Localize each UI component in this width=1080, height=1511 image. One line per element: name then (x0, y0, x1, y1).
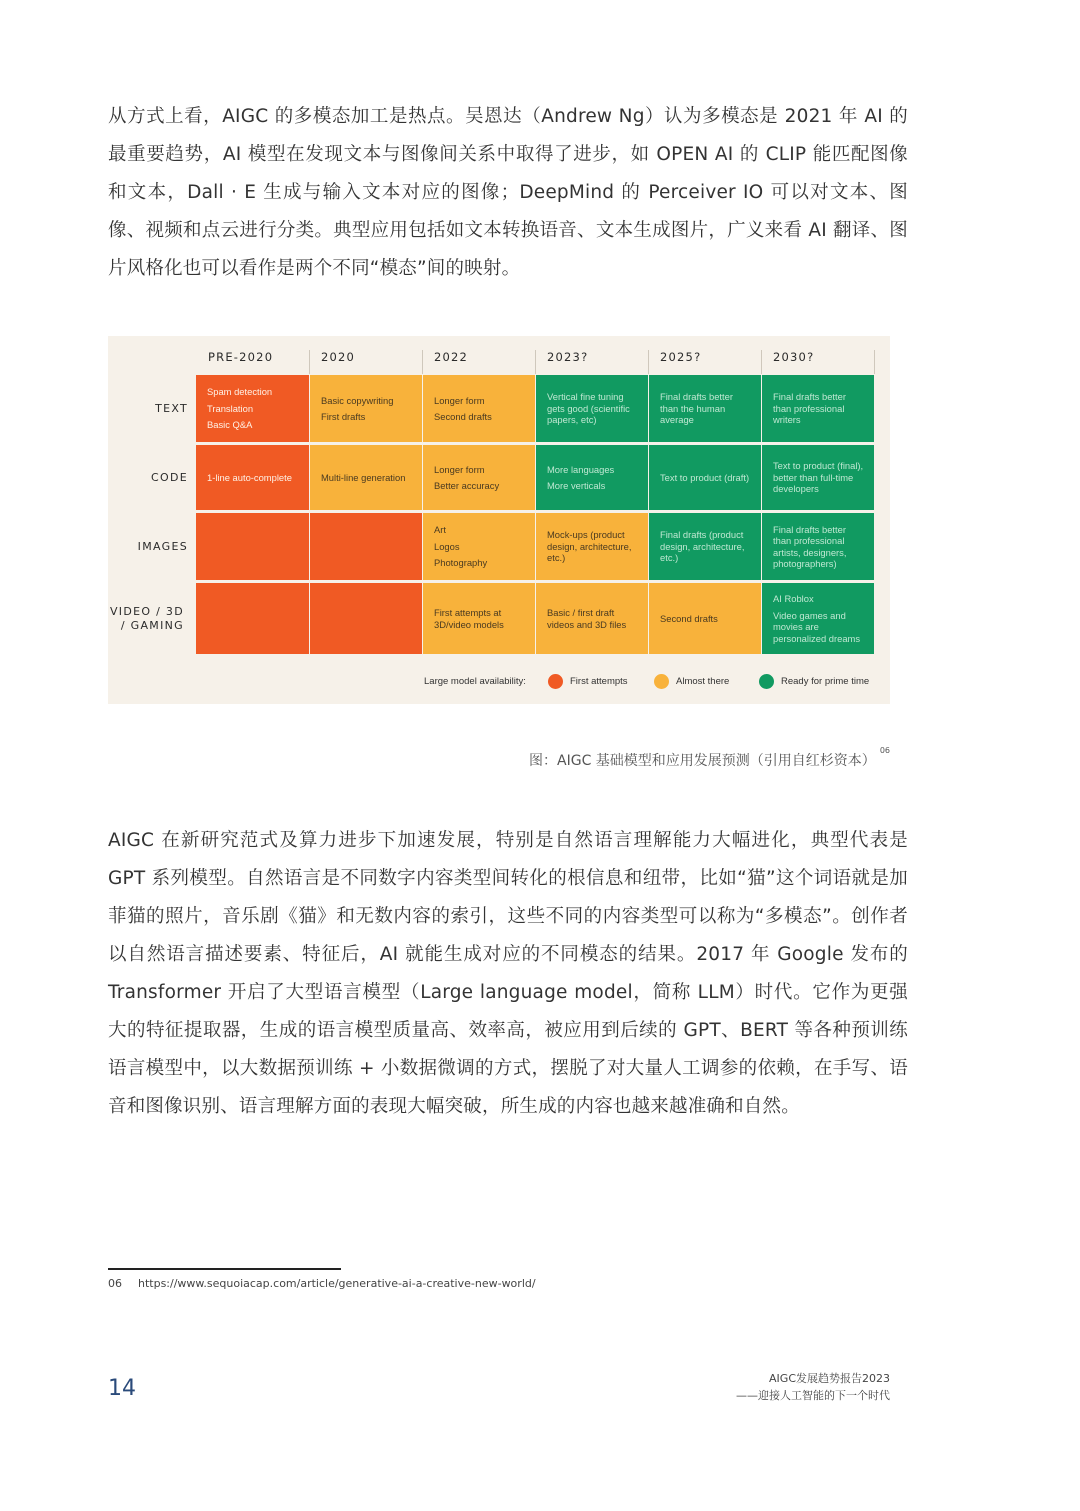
page-number: 14 (108, 1376, 136, 1401)
aigc-timeline-figure (108, 336, 890, 704)
cell-text: Logos (434, 540, 460, 552)
grid-cell-code-4 (649, 445, 761, 510)
cell-text: Text to product (final), better than full-time developers (773, 460, 864, 495)
grid-cell-images-1 (310, 513, 422, 580)
cell-text: Better accuracy (434, 480, 500, 491)
cell-text: Vertical fine tuning gets good (scientific papers, etc) (547, 391, 630, 426)
legend-label: First attempts (570, 675, 628, 687)
legend-label: Ready for prime time (781, 675, 870, 687)
grid-cell-code-0 (196, 445, 309, 510)
column-header-pre2020: PRE-2020 (208, 350, 274, 364)
caption-ref: 06 (879, 746, 890, 756)
cell-text: First drafts (321, 411, 366, 422)
green-dot-icon (759, 674, 774, 689)
cell-text: More languages (547, 463, 615, 475)
footnote (108, 1277, 536, 1290)
grid-cell-text-3 (536, 375, 648, 442)
column-divider (422, 350, 423, 374)
grid-cell-text-2 (423, 375, 535, 442)
paragraph-intro: 从方式上看，AIGC 的多模态加工是热点。吴恩达（Andrew Ng）认为多模态是 2021 年 AI 的最重要趋势，AI 模型在发现文本与图像间关系中取得了进步，如 OPEN AI 的 CLIP 能匹配图像和文本，Dall · E 生成与输入文本对应的图像；DeepMind 的 Perceiver IO 可以对文本、图像、视频和点云进行分类。典型应用包括如文本转换语音、文本生成图片，广义来看 AI 翻译、图片风格化也可以看作是两个不同“模态”间的映射。 (108, 106, 908, 279)
grid-cell-code-3 (536, 445, 648, 510)
grid-cell-video-3d-gaming-1 (310, 583, 422, 654)
row-label-images: IMAGES (137, 540, 188, 553)
cell-text: Art (434, 524, 446, 536)
column-header-2030: 2030? (773, 350, 815, 364)
grid-cell-video-3d-gaming-2 (423, 583, 535, 654)
cell-text: Final drafts better than professional artists, designers, photographers) (773, 523, 847, 569)
grid-cell-images-5 (762, 513, 874, 580)
cell-text: More verticals (547, 480, 606, 491)
column-divider (761, 350, 762, 374)
cell-text: Spam detection (207, 386, 273, 398)
grid-cell-video-3d-gaming-4 (649, 583, 761, 654)
grid-cell-text-1 (310, 375, 422, 442)
grid-cell-video-3d-gaming-3 (536, 583, 648, 654)
figure-caption (529, 746, 890, 770)
grid-cell-video-3d-gaming-5 (762, 583, 874, 654)
grid-cell-code-2 (423, 445, 535, 510)
grid-cell-text-4 (649, 375, 761, 442)
cell-text: AI Roblox (773, 593, 814, 604)
cell-text: Longer form (434, 463, 485, 475)
running-title (736, 1370, 890, 1404)
cell-text: Final drafts better than the human average (660, 391, 733, 426)
column-divider (648, 350, 649, 374)
grid-cell-text-5 (762, 375, 874, 442)
red-dot-icon (548, 674, 563, 689)
caption-text: 图：AIGC 基础模型和应用发展预测（引用自红杉资本） (529, 753, 876, 769)
legend-item-first-attempts (548, 673, 628, 689)
cell-text: Final drafts better than professional writers (773, 391, 846, 426)
cell-text: Video games and movies are personalized dreams (773, 609, 861, 644)
grid-cell-images-4 (649, 513, 761, 580)
report-subtitle: ——迎接人工智能的下一个时代 (736, 1389, 890, 1402)
yellow-dot-icon (654, 674, 669, 689)
cell-text: Second drafts (660, 612, 718, 624)
cell-text: Translation (207, 402, 254, 414)
legend-item-almost-there (654, 673, 729, 689)
cell-text: Text to product (draft) (660, 471, 750, 483)
cell-text: Final drafts (product design, architecture, etc.) (660, 529, 745, 564)
grid-cell-images-2 (423, 513, 535, 580)
cell-text: 1-line auto-complete (207, 471, 292, 483)
legend-title: Large model availability: (424, 675, 526, 687)
cell-text: Mock-ups (product design, architecture, etc.) (547, 529, 632, 564)
row-label-code: CODE (151, 471, 188, 484)
column-header-2023: 2023? (547, 350, 589, 364)
cell-text: Second drafts (434, 411, 492, 422)
cell-text: Basic copywriting (321, 394, 394, 406)
grid-cell-code-1 (310, 445, 422, 510)
footnote-number: 06 (108, 1277, 122, 1290)
cell-text: Basic Q&A (207, 419, 253, 431)
cell-text: Photography (434, 557, 488, 569)
legend (424, 673, 526, 689)
column-header-2025: 2025? (660, 350, 702, 364)
grid-cell-images-3 (536, 513, 648, 580)
report-title: AIGC发展趋势报告2023 (769, 1372, 890, 1385)
grid-cell-code-5 (762, 445, 874, 510)
legend-item-ready (759, 673, 869, 689)
legend-label: Almost there (676, 675, 730, 687)
cell-text: Multi-line generation (321, 471, 406, 483)
cell-text: First attempts at 3D/video models (434, 607, 504, 630)
grid-cell-images-0 (196, 513, 309, 580)
column-header-2020: 2020 (321, 350, 356, 364)
row-label-video: VIDEO / 3D / GAMING (109, 605, 184, 632)
column-header-2022: 2022 (434, 350, 469, 364)
footnote-url[interactable]: https://www.sequoiacap.com/article/generative-ai-a-creative-new-world/ (138, 1277, 536, 1290)
grid-cell-video-3d-gaming-0 (196, 583, 309, 654)
cell-text: Longer form (434, 394, 485, 406)
cell-text: Basic / first draft videos and 3D files (547, 607, 627, 630)
column-divider (309, 350, 310, 374)
row-label-text: TEXT (155, 402, 188, 415)
column-divider (874, 350, 875, 374)
column-divider (535, 350, 536, 374)
footnote-divider (108, 1268, 341, 1270)
grid-cell-text-0 (196, 375, 309, 442)
paragraph-llm: AIGC 在新研究范式及算力进步下加速发展，特别是自然语言理解能力大幅进化，典型代表是 GPT 系列模型。自然语言是不同数字内容类型间转化的根信息和纽带，比如“猫”这个词语就是加菲猫的照片，音乐剧《猫》和无数内容的索引，这些不同的内容类型可以称为“多模态”。创作者以自然语言描述要素、特征后，AI 就能生成对应的不同模态的结果。2017 年 Google 发布的 Transformer 开启了大型语言模型（Large language model，简称 LLM）时代。它作为更强大的特征提取器，生成的语言模型质量高、效率高，被应用到后续的 GPT、BERT 等各种预训练语言模型中，以大数据预训练 + 小数据微调的方式，摆脱了对大量人工调参的依赖，在手写、语音和图像识别、语言理解方面的表现大幅突破，所生成的内容也越来越准确和自然。 (108, 830, 908, 1117)
